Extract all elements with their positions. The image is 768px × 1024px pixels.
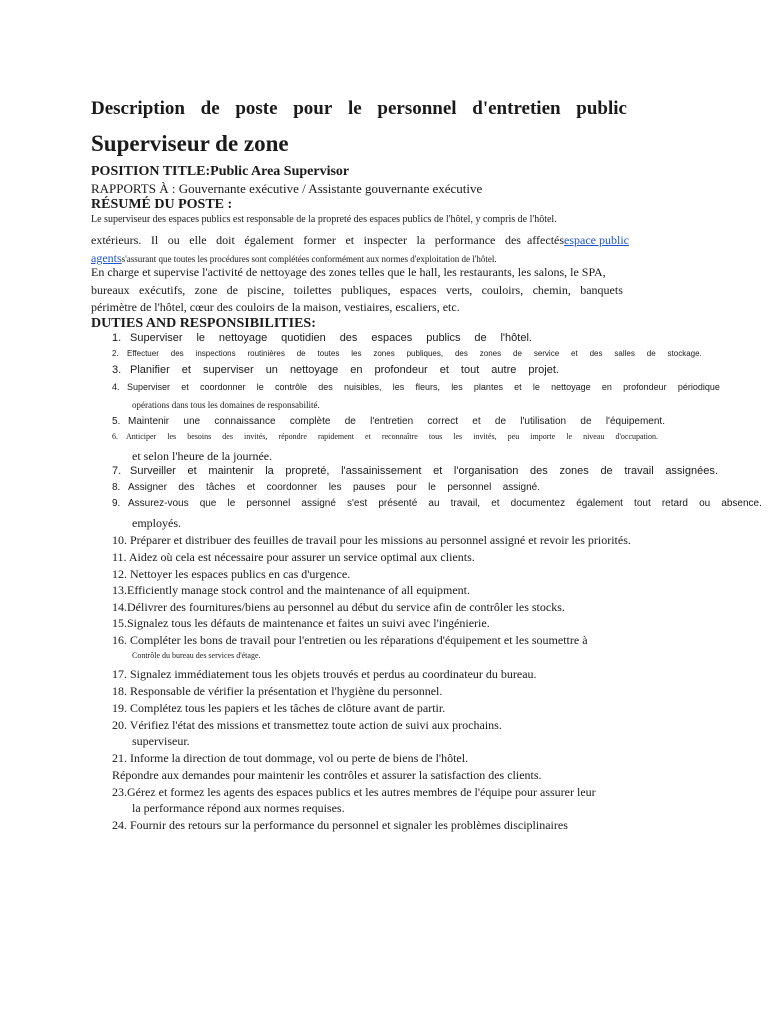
summary-line-2-tail: affectés [526,233,565,247]
word: plantes [473,382,503,392]
word: la [416,233,426,247]
duty-1-text [130,332,532,344]
word: et [472,416,481,427]
word: nettoyage [289,364,339,376]
duty-9-number: 9. [112,498,121,509]
word: et [514,382,522,392]
word: former [303,233,336,247]
word: Effectuer [127,349,159,358]
duty-24: 24. Fournir des retours sur la performance du personnel et signaler les problèmes disciplinaires [112,818,568,832]
word: et [364,432,371,441]
word: les [451,382,463,392]
word: répondre [278,432,307,441]
summary-line-2 [91,233,629,248]
duty-8 [112,482,540,493]
word: de [646,349,656,358]
word: publiques, [406,349,444,358]
word: poste [235,98,278,119]
duty-23-continuation: la performance répond aux normes requises. [132,801,345,815]
duty-2-number: 2. [112,349,119,358]
word: présenté [378,498,418,509]
word: tout [460,364,480,376]
duty-4-number: 4. [112,382,120,392]
word: assigné. [502,482,540,493]
word: les [351,349,362,358]
duty-7 [112,465,718,477]
duty-14: 14.Délivrer des fournitures/biens au personnel au début du service afin de contrôler les stocks. [112,600,565,614]
word: et [345,233,355,247]
word: inspections [195,349,236,358]
word: Superviser [127,382,171,392]
word: ou [167,233,180,247]
duty-15: 15.Signalez tous les défauts de maintenance et faites un suivi avec l'ingénierie. [112,616,490,630]
duty-6-number: 6. [112,432,118,441]
word: la [265,465,274,477]
word: le [566,432,572,441]
word: tout [634,498,651,509]
word: des [178,482,195,493]
word: le [256,382,264,392]
summary-line-2-text [91,233,521,248]
duty-9-continuation: employés. [132,516,181,530]
word: des [170,349,184,358]
word: tâches [205,482,236,493]
word: rapidement [317,432,354,441]
word: documentez [510,498,566,509]
word: zones [559,465,589,477]
word: des [454,349,468,358]
word: Description [91,98,185,119]
duty-1-number: 1. [112,332,122,344]
word: nettoyage [551,382,591,392]
word: banquets [580,283,623,297]
word: le [428,482,436,493]
word: les [392,382,405,392]
duty-7-number: 7. [112,465,122,477]
word: profondeur [623,382,667,392]
duty-5-text [128,416,665,427]
word: autre [491,364,517,376]
agents-link[interactable]: agents [91,251,122,265]
duty-9-text [128,498,762,509]
duty-12: 12. Nettoyer les espaces publics en cas d'urgence. [112,567,351,581]
summary-line-3-text: s'assurant que toutes les procédures sont complétées conformément aux normes d'exploitation de l'hôtel. [121,254,497,264]
word: périodique [677,382,720,392]
word: pour [396,482,417,493]
word: retard [661,498,688,509]
duty-20: 20. Vérifiez l'état des missions et transmettez toute action de suivi aux prochains. [112,718,502,732]
word: travail [624,465,654,477]
word: correct [427,416,458,427]
duty-11: 11. Aidez où cela est nécessaire pour assurer un service optimal aux clients. [112,550,475,564]
word: extérieurs. [91,233,142,247]
word: assigné [301,498,336,509]
word: coordonner [266,482,318,493]
word: l'utilisation [520,416,567,427]
word: routinières [247,349,285,358]
duty-21: 21. Informe la direction de tout dommage, vol ou perte de biens de l'hôtel. [112,751,469,765]
duty-6 [112,432,658,441]
word: des [222,432,233,441]
duty-18: 18. Responsable de vérifier la présentation et l'hygiène du personnel. [112,684,443,698]
word: salles [614,349,635,358]
duty-6-text [126,432,658,441]
word: public [576,98,627,119]
word: des [504,233,521,247]
word: publiques, [340,283,391,297]
word: propreté, [285,465,330,477]
word: bureaux [91,283,130,297]
duty-20-continuation: superviseur. [132,734,190,748]
duty-6-continuation: et selon l'heure de la journée. [132,449,273,463]
word: l'entretien [370,416,414,427]
word: invités, [244,432,268,441]
word: que [199,498,217,509]
espace-public-link[interactable]: espace public [564,233,629,247]
word: et [491,498,500,509]
word: le [532,382,540,392]
word: et [246,482,256,493]
duty-19: 19. Complétez tous les papiers et les tâches de clôture avant de partir. [112,701,446,715]
word: une [183,416,201,427]
word: nuisibles, [343,382,382,392]
word: de [580,416,592,427]
word: fleurs, [415,382,440,392]
word: travail, [450,498,481,509]
word: inspecter [363,233,407,247]
word: performance [434,233,496,247]
word: l'assainissement [341,465,422,477]
word: les [328,482,342,493]
duty-9 [112,498,762,509]
word: importe [530,432,556,441]
duty-3-number: 3. [112,364,122,376]
word: d'occupation. [615,432,658,441]
word: piscine, [247,283,285,297]
duty-7-text [130,465,718,477]
word: l'organisation [453,465,519,477]
word: le [227,498,236,509]
word: zones [373,349,395,358]
word: et [439,364,449,376]
word: absence. [721,498,762,509]
duty-1 [112,332,532,344]
word: invités, [473,432,497,441]
duty-16-continuation: Contrôle du bureau des services d'étage. [132,651,261,660]
word: verts, [445,283,473,297]
duty-22: Répondre aux demandes pour maintenir les contrôles et assurer la satisfaction des clients. [112,768,542,782]
word: les [453,432,463,441]
word: au [428,498,440,509]
word: stockage. [667,349,702,358]
duty-4 [112,382,720,392]
duty-3-text [130,364,559,376]
word: de [494,416,507,427]
reports-to: RAPPORTS À : Gouvernante exécutive / Assistante gouvernante exécutive [91,181,483,196]
word: également [576,498,623,509]
word: de [226,283,238,297]
duty-8-text [128,482,540,493]
duty-10: 10. Préparer et distribuer des feuilles de travail pour les missions au personnel assigné et revoir les priorités. [112,533,631,547]
duty-2-text [127,349,702,358]
word: Assigner [128,482,167,493]
duty-4-text [127,382,720,392]
word: un [265,364,278,376]
word: et [181,364,191,376]
document-subtitle: Superviseur de zone [91,131,289,156]
duty-23: 23.Gérez et formez les agents des espaces publics et les autres membres de l'équipe pour assurer leur [112,785,596,799]
position-title: POSITION TITLE:Public Area Supervisor [91,164,350,179]
word: de [200,98,220,119]
word: le [348,98,362,119]
word: Planifier [130,364,170,376]
word: contrôle [274,382,308,392]
word: des [318,382,333,392]
word: espaces [399,283,437,297]
duty-3 [112,364,559,376]
word: Anticiper [126,432,157,441]
word: couloirs, [481,283,524,297]
word: coordonner [199,382,246,392]
word: reconnaître [381,432,418,441]
summary-line-5 [91,283,623,298]
word: Superviser [130,332,183,344]
word: d'entretien [472,98,561,119]
summary-line-6: périmètre de l'hôtel, cœur des couloirs de la maison, vestiaires, escaliers, etc. [91,300,460,314]
word: niveau [583,432,605,441]
word: et [187,465,197,477]
word: des [339,332,358,344]
word: peu [507,432,520,441]
word: profondeur [374,364,428,376]
document-title [91,98,627,120]
word: Il [150,233,159,247]
duty-5-number: 5. [112,416,121,427]
word: toilettes [293,283,332,297]
word: tous [428,432,443,441]
word: Maintenir [128,416,170,427]
word: en [601,382,612,392]
duty-16: 16. Compléter les bons de travail pour l'entretien ou les réparations d'équipement et les soumettre à [112,633,588,647]
word: des [589,349,603,358]
word: service [533,349,560,358]
duties-heading: DUTIES AND RESPONSIBILITIES: [91,316,316,331]
word: projet. [528,364,559,376]
word: besoins [187,432,212,441]
word: et [433,465,443,477]
duty-2 [112,349,702,358]
word: publics [426,332,461,344]
word: connaissance [214,416,276,427]
summary-line-1: Le superviseur des espaces publics est responsable de la propreté des espaces publics de l'hôtel, y compris de l'hôtel. [91,214,557,225]
summary-line-4: En charge et supervise l'activité de nettoyage des zones telles que le hall, les restaurants, les salons, le SPA, [91,265,606,279]
duty-4-continuation: opérations dans tous les domaines de responsabilité. [132,400,320,410]
word: espaces [371,332,413,344]
word: assignées. [665,465,718,477]
duty-8-number: 8. [112,482,121,493]
word: l'hôtel. [500,332,532,344]
word: le [196,332,206,344]
duty-13: 13.Efficiently manage stock control and the maintenance of all equipment. [112,583,470,597]
word: nettoyage [218,332,268,344]
word: et [181,382,189,392]
word: personnel [246,498,291,509]
word: zones [479,349,502,358]
word: de [474,332,487,344]
word: doit [216,233,235,247]
duty-17: 17. Signalez immédiatement tous les objets trouvés et perdus au coordinateur du bureau. [112,667,537,681]
word: zone [194,283,218,297]
word: maintenir [208,465,254,477]
word: de [513,349,522,358]
word: également [244,233,294,247]
word: s'est [347,498,368,509]
word: les [167,432,177,441]
word: pour [293,98,333,119]
word: ou [699,498,711,509]
word: de [600,465,613,477]
word: exécutifs, [138,283,186,297]
word: complète [289,416,331,427]
word: toutes [317,349,340,358]
duty-5 [112,416,665,427]
word: de [344,416,356,427]
word: chemin, [532,283,571,297]
word: superviser [202,364,254,376]
word: Assurez-vous [128,498,189,509]
word: de [296,349,306,358]
word: pauses [352,482,386,493]
word: elle [189,233,207,247]
word: personnel [377,98,457,119]
word: l'équipement. [605,416,665,427]
word: en [350,364,363,376]
word: personnel [447,482,492,493]
word: et [571,349,578,358]
word: quotidien [281,332,326,344]
word: Surveiller [130,465,176,477]
word: des [530,465,548,477]
summary-heading: RÉSUMÉ DU POSTE : [91,197,233,212]
